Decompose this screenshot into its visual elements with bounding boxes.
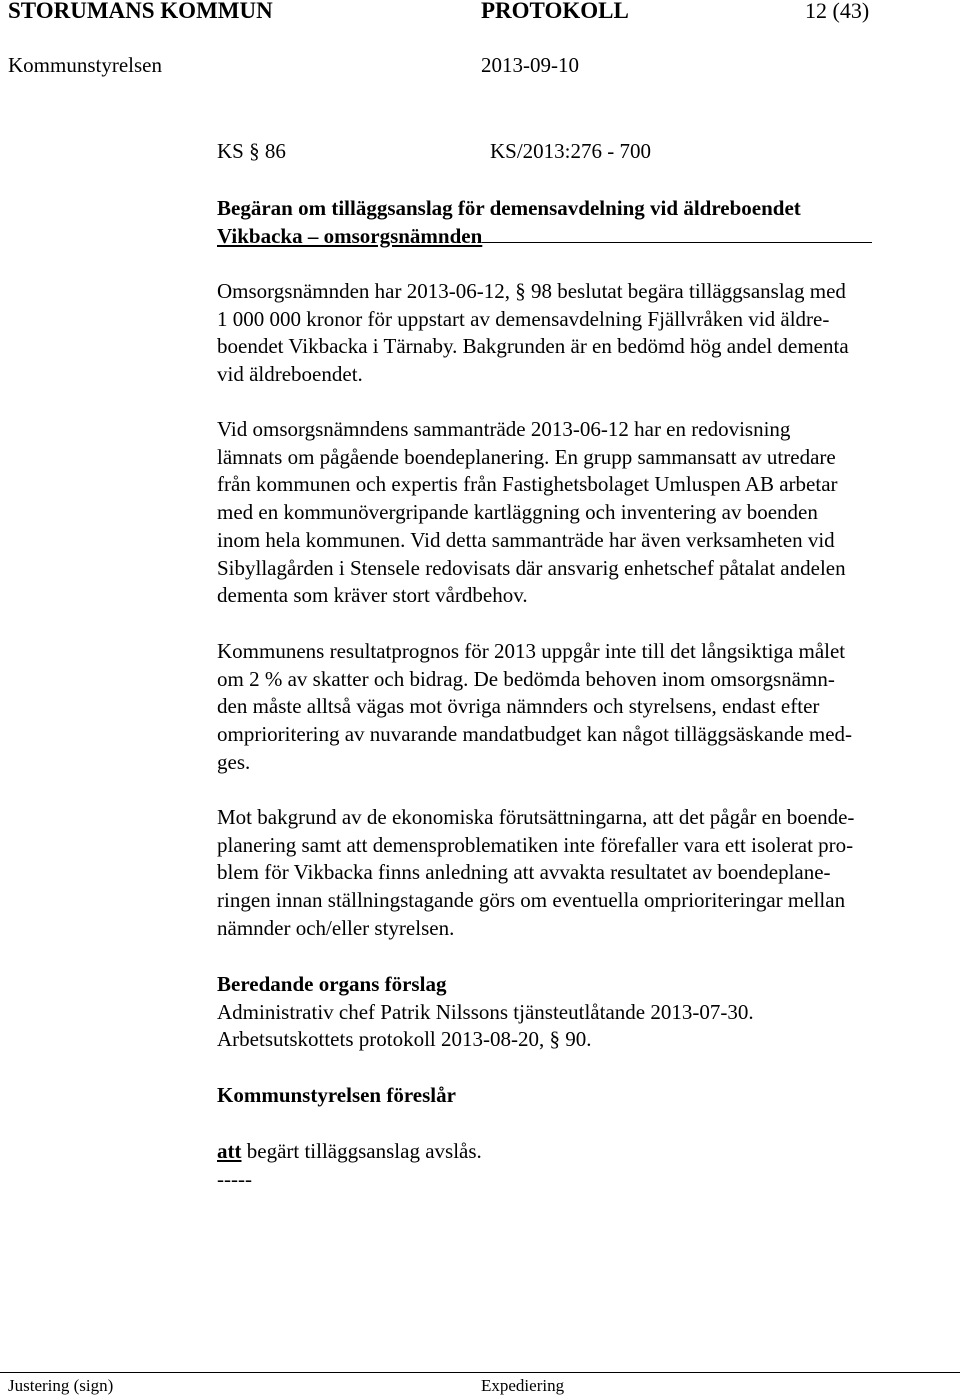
case-paragraph: KS § 86 [217, 139, 286, 163]
title-line-2-text: Vikbacka – omsorgsnämnden [217, 223, 483, 248]
paragraph-line: 1 000 000 kronor för uppstart av demensavdelning Fjällvråken vid äldre- [217, 306, 830, 331]
paragraph-line: ringen innan ställningstagande görs om eventuella omprioriteringar mellan [217, 888, 846, 913]
header-doc-type: PROTOKOLL [481, 0, 629, 23]
paragraph-2 [217, 416, 947, 610]
paragraph-line: Kommunens resultatprognos för 2013 uppgår inte till det långsiktiga målet [217, 639, 846, 663]
paragraph-line: Omsorgsnämnden har 2013-06-12, § 98 beslutat begära tilläggsanslag med [217, 279, 846, 303]
header-municipality: STORUMANS KOMMUN [8, 0, 273, 23]
preparatory-line: Administrativ chef Patrik Nilssons tjänsteutlåtande 2013-07-30. [217, 999, 754, 1024]
paragraph-1 [217, 278, 947, 389]
section-title [217, 195, 947, 250]
proposal-section [217, 1082, 947, 1110]
footer-dispatch-label: Expediering [481, 1376, 565, 1395]
paragraph-line: från kommunen och expertis från Fastighetsbolaget Umluspen AB arbetar [217, 472, 838, 497]
paragraph-line: om 2 % av skatter och bidrag. De bedömda behoven inom omsorgsnämn- [217, 666, 835, 691]
end-marker: ----- [217, 1166, 252, 1191]
paragraph-3 [217, 638, 947, 777]
proposal-text: begärt tilläggsanslag avslås. [241, 1139, 482, 1163]
paragraph-line: blem för Vikbacka finns anledning att avvakta resultatet av boendeplane- [217, 860, 831, 885]
paragraph-line: dementa som kräver stort vårdbehov. [217, 583, 528, 608]
paragraph-line: Vid omsorgsnämndens sammanträde 2013-06-12 har en redovisning [217, 417, 791, 441]
title-underline [482, 223, 872, 243]
footer-signature-label: Justering (sign) [8, 1376, 114, 1395]
paragraph-line: lämnats om pågående boendeplanering. En grupp sammansatt av utredare [217, 444, 836, 469]
proposal-decision-line [217, 1138, 947, 1166]
header-page-number: 12 (43) [805, 0, 870, 23]
proposal-decision [217, 1138, 947, 1193]
footer-divider [0, 1372, 960, 1373]
paragraph-line: den måste alltså vägas mot övriga nämnders och styrelsens, endast efter [217, 694, 820, 719]
paragraph-line: omprioritering av nuvarande mandatbudget kan något tilläggsäskande med- [217, 722, 853, 747]
paragraph-line: Sibyllagården i Stensele redovisats där ansvarig enhetschef påtalat andelen [217, 555, 846, 580]
header-body-name: Kommunstyrelsen [8, 53, 162, 77]
paragraph-line: vid äldreboendet. [217, 362, 363, 387]
paragraph-line: Mot bakgrund av de ekonomiska förutsättningarna, att det pågår en boende- [217, 805, 855, 829]
header-date: 2013-09-10 [481, 53, 579, 77]
paragraph-line: planering samt att demensproblematiken inte förefaller vara ett isolerat pro- [217, 832, 854, 857]
paragraph-4 [217, 804, 947, 943]
paragraph-line: nämnder och/eller styrelsen. [217, 915, 455, 940]
proposal-heading: Kommunstyrelsen föreslår [217, 1083, 456, 1107]
paragraph-line: ges. [217, 749, 251, 774]
paragraph-line: inom hela kommunen. Vid detta sammanträde har även verksamheten vid [217, 527, 835, 552]
paragraph-line: med en kommunövergripande kartläggning och inventering av boenden [217, 500, 818, 525]
case-reference: KS/2013:276 - 700 [490, 139, 652, 163]
preparatory-heading: Beredande organs förslag [217, 972, 447, 996]
proposal-keyword: att [217, 1139, 242, 1163]
title-line-2 [217, 223, 947, 251]
title-line-1: Begäran om tilläggsanslag för demensavdelning vid äldreboendet [217, 196, 801, 220]
paragraph-line: boendet Vikbacka i Tärnaby. Bakgrunden är en bedömd hög andel dementa [217, 334, 849, 359]
preparatory-line: Arbetsutskottets protokoll 2013-08-20, § 90. [217, 1027, 592, 1052]
preparatory-section [217, 971, 947, 1054]
